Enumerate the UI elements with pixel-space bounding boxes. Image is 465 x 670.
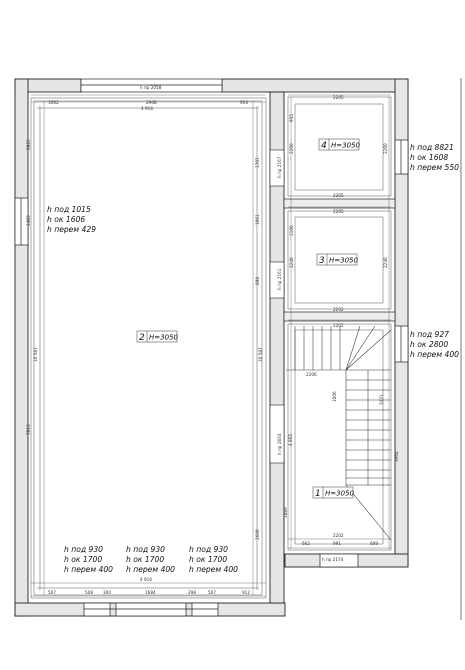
room-tag-3 (317, 254, 358, 266)
svg-text:h под 930: h под 930 (126, 545, 165, 554)
svg-text:h ок 1700: h ок 1700 (126, 555, 165, 564)
svg-text:1061: 1061 (255, 214, 260, 225)
svg-text:h под 930: h под 930 (64, 545, 103, 554)
note-right-top-window (410, 143, 459, 172)
svg-text:2206: 2206 (306, 372, 317, 377)
svg-text:h пр 2058: h пр 2058 (140, 85, 162, 90)
room-1-height: H=3050 (325, 489, 354, 498)
svg-text:1684: 1684 (145, 590, 156, 595)
room-tag-2 (137, 331, 178, 343)
room-tag-4 (319, 139, 360, 151)
svg-text:2240: 2240 (383, 257, 388, 268)
svg-text:10 587: 10 587 (33, 347, 38, 362)
svg-text:h пр 2167: h пр 2167 (277, 156, 282, 178)
svg-text:h под 1015: h под 1015 (47, 205, 91, 214)
svg-text:2025: 2025 (26, 139, 31, 150)
svg-text:h ок 1700: h ок 1700 (189, 555, 228, 564)
room-2-height: H=3050 (149, 333, 178, 342)
svg-text:2205: 2205 (333, 193, 344, 198)
svg-text:h перем 400: h перем 400 (126, 565, 175, 574)
staircase (286, 326, 391, 540)
svg-text:h под 930: h под 930 (189, 545, 228, 554)
note-left-window (47, 205, 96, 234)
svg-text:912: 912 (242, 590, 250, 595)
svg-text:4 916: 4 916 (140, 577, 152, 582)
svg-text:2260: 2260 (289, 143, 294, 154)
svg-text:2205: 2205 (333, 95, 344, 100)
room-3-number: 3 (319, 256, 325, 266)
room-1-number: 1 (315, 489, 321, 499)
svg-text:7013: 7013 (26, 424, 31, 435)
svg-text:1006: 1006 (332, 391, 337, 402)
svg-text:2240: 2240 (289, 257, 294, 268)
note-right-mid-window (410, 330, 459, 359)
openings (15, 79, 408, 616)
svg-text:h перем 400: h перем 400 (410, 350, 459, 359)
svg-text:2202: 2202 (333, 533, 344, 538)
svg-text:898: 898 (255, 277, 260, 285)
svg-text:h перем 400: h перем 400 (64, 565, 113, 574)
svg-text:935: 935 (289, 114, 294, 122)
svg-text:3964: 3964 (394, 451, 399, 462)
svg-text:954: 954 (240, 100, 248, 105)
svg-text:3171: 3171 (379, 394, 384, 405)
svg-text:2908: 2908 (146, 100, 157, 105)
svg-text:609: 609 (370, 541, 378, 546)
svg-text:h перем 550: h перем 550 (410, 163, 459, 172)
room-tag-1 (313, 487, 354, 499)
svg-text:2205: 2205 (333, 209, 344, 214)
svg-text:h пр 2161: h пр 2161 (277, 268, 282, 290)
svg-text:h перем 429: h перем 429 (47, 225, 96, 234)
svg-text:1707: 1707 (255, 157, 260, 168)
svg-text:2202: 2202 (333, 323, 344, 328)
svg-text:508: 508 (85, 590, 93, 595)
room-4-height: H=3050 (331, 141, 360, 150)
svg-text:1889: 1889 (283, 507, 288, 518)
room-4-number: 4 (321, 141, 327, 151)
svg-text:h под 927: h под 927 (410, 330, 449, 339)
dimension-lines (31, 95, 391, 596)
svg-text:2609: 2609 (255, 529, 260, 540)
svg-text:507: 507 (208, 590, 216, 595)
svg-text:2260: 2260 (383, 143, 388, 154)
dimension-labels (26, 85, 399, 595)
room-3-height: H=3050 (329, 256, 358, 265)
svg-text:h ок 1608: h ок 1608 (410, 153, 449, 162)
svg-text:1160: 1160 (289, 225, 294, 236)
svg-text:298: 298 (188, 590, 196, 595)
svg-text:991: 991 (333, 541, 341, 546)
svg-text:h пр 2834: h пр 2834 (277, 433, 282, 455)
outer-walls (15, 79, 408, 616)
svg-text:4 916: 4 916 (141, 106, 153, 111)
svg-text:602: 602 (302, 541, 310, 546)
svg-text:h ок 1700: h ок 1700 (64, 555, 103, 564)
svg-text:10 587: 10 587 (258, 347, 263, 362)
room-1-outline (288, 324, 391, 550)
note-bottom-window-2 (126, 545, 175, 574)
svg-text:h перем 400: h перем 400 (189, 565, 238, 574)
svg-text:2202: 2202 (333, 307, 344, 312)
svg-text:4 955: 4 955 (288, 434, 293, 446)
room-2-outline (31, 98, 266, 598)
svg-text:1403: 1403 (26, 215, 31, 226)
svg-text:h ок 1606: h ок 1606 (47, 215, 86, 224)
svg-text:h ок 2800: h ок 2800 (410, 340, 449, 349)
svg-text:1062: 1062 (48, 100, 59, 105)
room-2-number: 2 (139, 333, 145, 343)
note-bottom-window-3 (189, 545, 238, 574)
svg-text:h пр 2174: h пр 2174 (322, 557, 344, 562)
note-bottom-window-1 (64, 545, 113, 574)
svg-text:300: 300 (103, 590, 111, 595)
svg-text:507: 507 (48, 590, 56, 595)
svg-text:h под 8821: h под 8821 (410, 143, 454, 152)
